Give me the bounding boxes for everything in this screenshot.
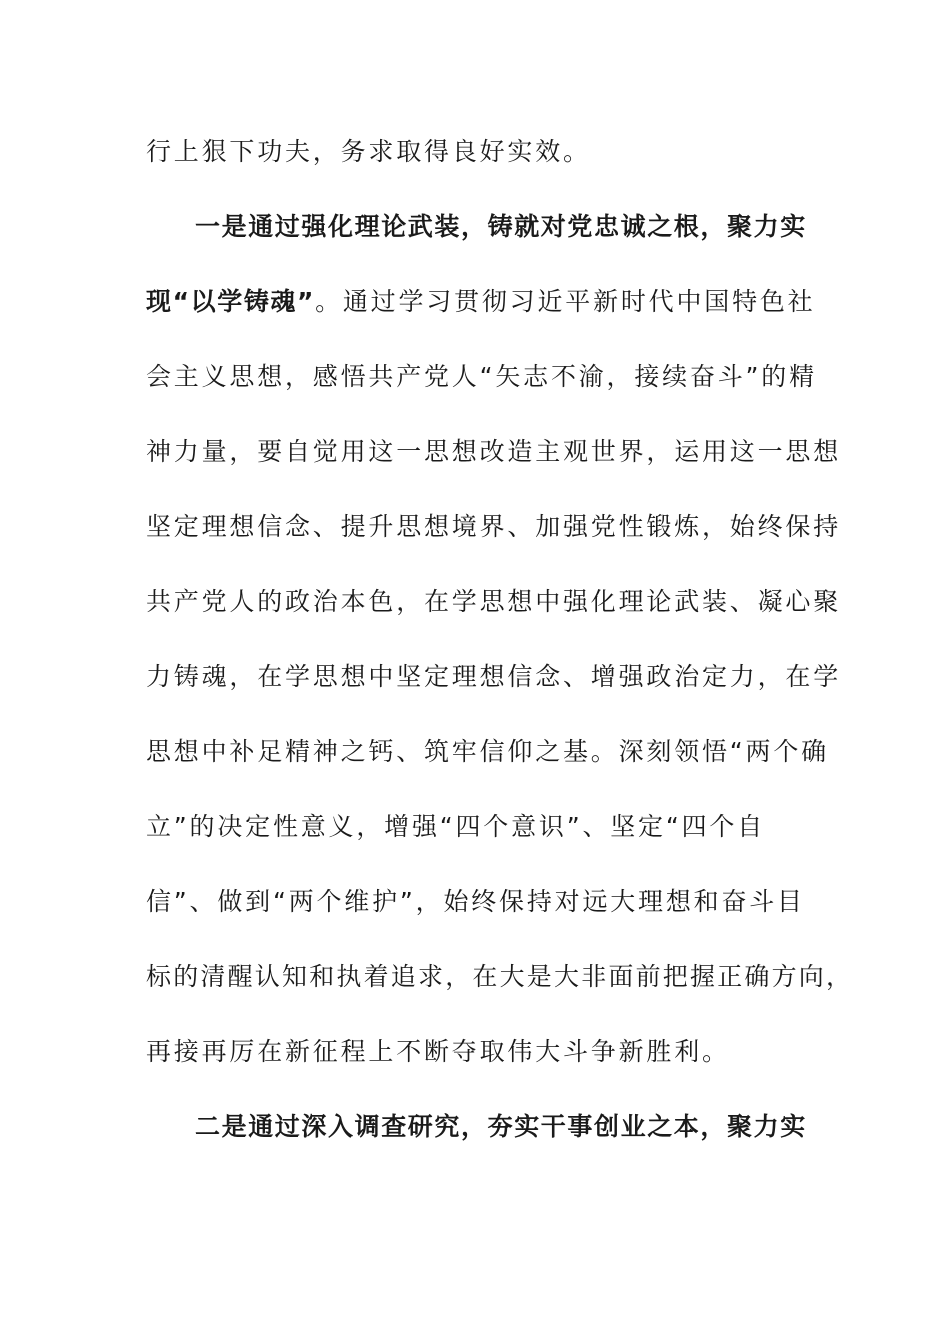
text-line: 力铸魂，在学思想中坚定理想信念、增强政治定力，在学 [146,662,842,691]
text-line: 信”、做到“两个维护”，始终保持对远大理想和奋斗目 [146,887,805,916]
text-span: 。通过学习贯彻习近平新时代中国特色社 [315,287,816,316]
text-line: 共产党人的政治本色，在学思想中强化理论武装、凝心聚 [146,587,842,616]
text-line: 思想中补足精神之钙、筑牢信仰之基。深刻领悟“两个确 [146,737,829,766]
heading-line: 一是通过强化理论武装，铸就对党忠诚之根，聚力实 [195,212,807,241]
text-line: 立”的决定性意义，增强“四个意识”、坚定“四个自 [146,812,766,841]
text-line: 再接再厉在新征程上不断夺取伟大斗争新胜利。 [146,1037,730,1066]
heading-line: 二是通过深入调查研究，夯实干事创业之本，聚力实 [195,1112,807,1141]
text-line: 神力量，要自觉用这一思想改造主观世界，运用这一思想 [146,437,842,466]
text-line: 标的清醒认知和执着追求，在大是大非面前把握正确方向， [146,962,854,991]
text-line: 行上狠下功夫，务求取得良好实效。 [146,137,591,166]
text-line: 坚定理想信念、提升思想境界、加强党性锻炼，始终保持 [146,512,842,541]
heading-tail: 现“以学铸魂” [146,287,316,316]
text-line: 会主义思想，感悟共产党人“矢志不渝，接续奋斗”的精 [146,362,817,391]
text-line [146,285,816,319]
